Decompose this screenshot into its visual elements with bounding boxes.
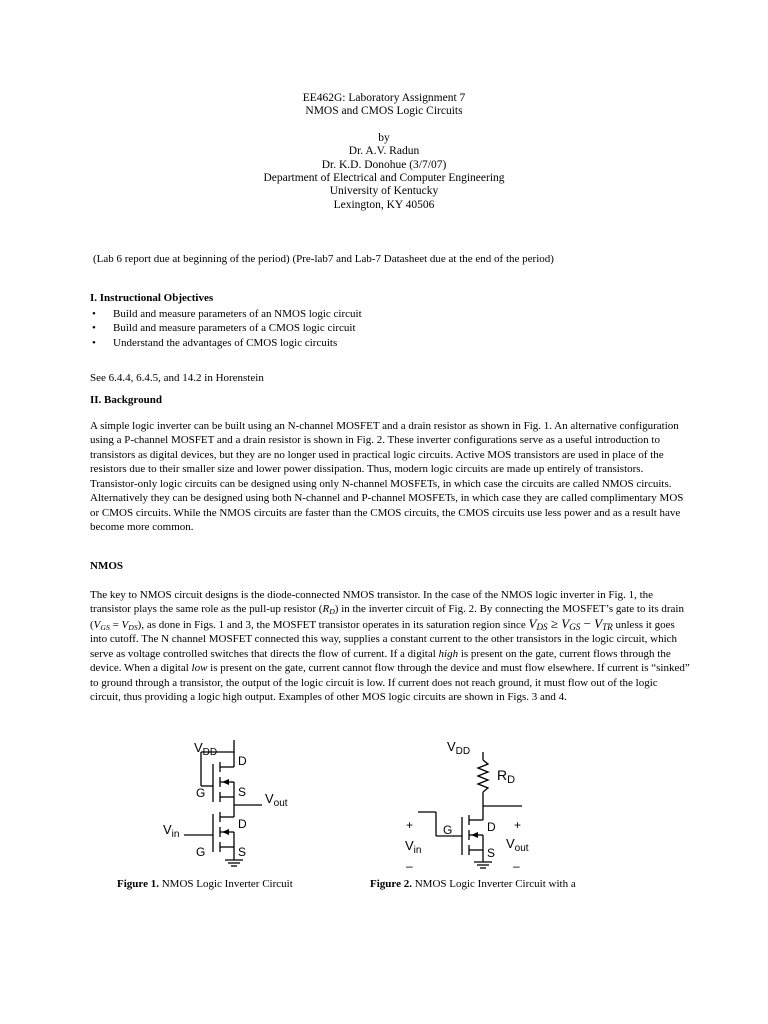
due-note: (Lab 6 report due at beginning of the period) (Pre-lab7 and Lab-7 Datasheet due at the end of the period) [93, 253, 554, 265]
figure1-caption: Figure 1. NMOS Logic Inverter Circuit [117, 878, 293, 890]
high-word: high [438, 647, 459, 660]
by-line: by [378, 131, 390, 144]
svg-text:+: + [514, 818, 522, 832]
svg-text:S: S [487, 846, 496, 860]
nmos-text: ) in the inverter circuit of Fig. 2. By connecting the MOSFET’s gate to its drain ( [90, 603, 684, 631]
objective-item: • Build and measure parameters of a CMOS logic circuit [90, 321, 362, 335]
department: Department of Electrical and Computer Engineering [263, 172, 505, 185]
svg-text:G: G [196, 786, 206, 800]
nmos-paragraph: The key to NMOS circuit designs is the diode-connected NMOS transistor. In the case of the NMOS logic inverter in Fig. 1, the transistor plays the same role as the pull-up resistor $(R_D)$ in the inverter circuit of Fig. 2. By connecting the MOSFET’s gate to its drain $(V_{GS} = V_{DS})$, as done in Figs. 1 and 3, the MOSFET transistor operates in its saturation region since $V_{DS} \ge V_{GS} - V_{TR}$ unless it goes into cutoff. The N channel MOSFET connected this way, supplies a constant current to the other transistors in the logic circuit, which serve as voltage controlled switches that directs the flow of current. If a digital high is present on the gate, current flows through the device. When a digital low is present on the gate, current cannot flow through the device and must flow elsewhere. If current is “sinked” to ground through a transistor, the output of the logic circuit is low. If current does not reach ground, it must flow out of the logic circuit, thus providing a logic high output. Examples of other MOS logic circuits are shown in Figs. 3 and 4. [90, 589, 690, 704]
svg-text:S: S [238, 845, 247, 859]
nmos-text: is present on the gate, current cannot flow through the device and must flow elsewhere. If current is “sinked” to ground through a transistor, the output of the logic circuit is low. If current does not reach ground, it must flow out of the logic circuit, thus providing a logic high output. Examples of other MOS logic circuits are shown in Figs. 3 and 4. [90, 662, 690, 704]
objectives-heading: I. Instructional Objectives [90, 292, 214, 304]
university: University of Kentucky [329, 185, 439, 198]
objective-item: • Understand the advantages of CMOS logic circuits [90, 336, 362, 350]
reading-note: See 6.4.4, 6.4.5, and 14.2 in Horenstein [90, 372, 264, 384]
background-paragraph: A simple logic inverter can be built using an N-channel MOSFET and a drain resistor as shown in Fig. 1. An alternative configuration using a P-channel MOSFET and a drain resistor is shown in Fig. 2. These inverter configurations serve as a useful introduction to transistors as digital devices, but they are no longer used in practical logic circuits. Active MOS transistors are used in place of the resistors due to their smaller size and lower power dissipation. Thus, modern logic circuits are made up entirely of transistors. Transistor-only logic circuits can be designed using only N-channel MOSFETs, in which case the circuits are called NMOS circuits. Alternatively they can be designed using both N-channel and P-channel MOSFETs, in which case they are called complimentary MOS or CMOS circuits. While the NMOS circuits are faster than the CMOS circuits, the CMOS circuits use less power and as a result have become more common. [90, 420, 684, 534]
lab-title: NMOS and CMOS Logic Circuits [305, 105, 463, 118]
rd-symbol: $R_D$ [322, 603, 335, 617]
svg-text:G: G [443, 823, 453, 837]
saturation-condition: $V_{DS} \ge V_{GS} - V_{TR}$ [528, 615, 613, 632]
svg-text:G: G [196, 845, 206, 859]
vds-symbol: $V_{DS}$ [121, 618, 138, 632]
svg-text:VDD: $V_{DD}$ [194, 740, 218, 758]
svg-text:Vin: $V_{in}$ [405, 838, 422, 856]
svg-text:RD: $R_D$ [497, 767, 516, 786]
low-word: low [191, 662, 208, 675]
nmos-text: unless it goes into cutoff. The N channel MOSFET connected this way, supplies a constant current to the other transistors in the logic circuit, which serve as voltage controlled switches that directs the flow of current. If a digital [90, 618, 678, 660]
nmos-text: is present on the gate, current flows through the device. When a digital [90, 647, 671, 675]
objective-item: • Build and measure parameters of an NMOS logic circuit [90, 307, 362, 321]
svg-text:D: D [487, 820, 496, 834]
svg-text:–: – [513, 859, 520, 873]
svg-text:Vout: $V_{out}$ [506, 836, 529, 854]
svg-text:+: + [406, 818, 414, 832]
figure2-caption: Figure 2. NMOS Logic Inverter Circuit with a [370, 878, 576, 890]
nmos-text: The key to NMOS circuit designs is the diode-connected NMOS transistor. In the case of the NMOS logic inverter in Fig. 1, the transistor plays the same role as the pull-up resistor ( [90, 589, 654, 616]
svg-text:D: D [238, 754, 247, 768]
svg-text:Vout: $V_{out}$ [265, 791, 288, 809]
svg-text:D: D [238, 817, 247, 831]
svg-text:VDD: $V_{DD}$ [447, 739, 471, 757]
course-title: EE462G: Laboratory Assignment 7 [302, 92, 466, 104]
svg-text:Vin: $V_{in}$ [163, 822, 180, 840]
author-radun: Dr. A.V. Radun [348, 145, 420, 158]
vgs-symbol: $V_{GS}$ [93, 618, 110, 632]
nmos-text: ), as done in Figs. 1 and 3, the MOSFET transistor operates in its saturation region since [137, 618, 529, 631]
location: Lexington, KY 40506 [333, 198, 435, 211]
svg-text:S: S [238, 785, 247, 799]
author-donohue: Dr. K.D. Donohue (3/7/07) [321, 158, 447, 171]
svg-text:–: – [406, 859, 413, 873]
nmos-heading: NMOS [90, 560, 123, 572]
background-heading: II. Background [90, 394, 162, 406]
